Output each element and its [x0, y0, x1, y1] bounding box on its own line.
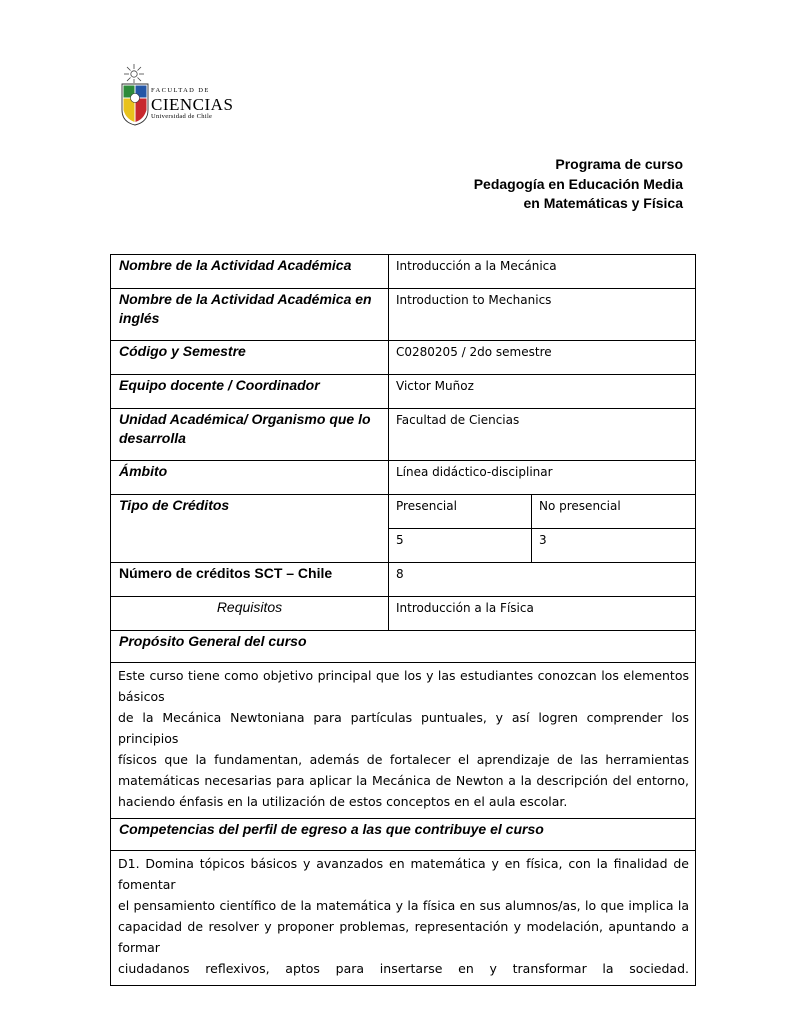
presencial-value: 5	[389, 529, 532, 563]
scope-label: Ámbito	[111, 461, 389, 495]
table-row	[111, 255, 696, 289]
no-presencial-value: 3	[532, 529, 696, 563]
name-value: Introducción a la Mecánica	[389, 255, 696, 289]
sct-label: Número de créditos SCT – Chile	[111, 563, 389, 597]
no-presencial-label: No presencial	[532, 495, 696, 529]
team-value: Victor Muñoz	[389, 375, 696, 409]
competencies-line: ciudadanos reflexivos, aptos para insertarse en y transformar la sociedad.	[118, 961, 689, 976]
name-en-label: Nombre de la Actividad Académica en inglés	[111, 289, 389, 341]
table-row	[111, 631, 696, 663]
header-program: Pedagogía en Educación Media	[473, 175, 683, 192]
logo-text	[151, 88, 233, 120]
logo-ciencias: CIENCIAS	[151, 94, 234, 114]
header-program-detail: en Matemáticas y Física	[523, 195, 683, 211]
credit-type-label: Tipo de Créditos	[111, 495, 389, 563]
unit-label: Unidad Académica/ Organismo que lo desarrolla	[111, 409, 389, 461]
purpose-line: Este curso tiene como objetivo principal que los y las estudiantes conozcan los elementos básicos	[118, 668, 689, 704]
team-label: Equipo docente / Coordinador	[111, 375, 389, 409]
purpose-text	[111, 663, 696, 819]
table-row	[111, 663, 696, 819]
purpose-line: matemáticas necesarias para aplicar la Mecánica de Newton a la descripción del entorno,	[118, 773, 689, 788]
purpose-line: haciendo énfasis en la utilización de estos conceptos en el aula escolar.	[118, 794, 568, 809]
sun-rays-icon	[124, 64, 144, 83]
header-title: Programa de curso	[555, 156, 683, 172]
logo-faculty: FACULTAD DE	[151, 87, 210, 94]
table-row	[111, 563, 696, 597]
table-row	[111, 375, 696, 409]
shield-icon	[122, 84, 148, 125]
course-info-table	[110, 254, 696, 986]
table-row	[111, 341, 696, 375]
name-en-value: Introduction to Mechanics	[389, 289, 696, 341]
competencies-label: Competencias del perfil de egreso a las que contribuye el curso	[111, 819, 696, 851]
document-header	[474, 155, 683, 214]
table-row	[111, 597, 696, 631]
scope-value: Línea didáctico-disciplinar	[389, 461, 696, 495]
table-row	[111, 851, 696, 986]
code-label: Código y Semestre	[111, 341, 389, 375]
table-row	[111, 819, 696, 851]
purpose-line: de la Mecánica Newtoniana para partículas puntuales, y así logren comprender los principios	[118, 710, 689, 746]
table-row	[111, 289, 696, 341]
sct-value: 8	[389, 563, 696, 597]
table-row	[111, 495, 696, 529]
purpose-label: Propósito General del curso	[111, 631, 696, 663]
purpose-line: físicos que la fundamentan, además de fortalecer el aprendizaje de las herramientas	[118, 752, 689, 767]
name-label: Nombre de la Actividad Académica	[111, 255, 389, 289]
table-row	[111, 409, 696, 461]
logo-university: Universidad de Chile	[151, 112, 213, 120]
code-value: C0280205 / 2do semestre	[389, 341, 696, 375]
req-label: Requisitos	[111, 597, 389, 631]
table-row	[111, 461, 696, 495]
competencies-line: D1. Domina tópicos básicos y avanzados en matemática y en física, con la finalidad de fomentar	[118, 856, 689, 892]
competencies-line: el pensamiento científico de la matemática y la física en sus alumnos/as, lo que implica la	[118, 898, 689, 913]
unit-value: Facultad de Ciencias	[389, 409, 696, 461]
req-value: Introducción a la Física	[389, 597, 696, 631]
competencies-line: capacidad de resolver y proponer problemas, representación y modelación, apuntando a formar	[118, 919, 689, 955]
competencies-text	[111, 851, 696, 986]
presencial-label: Presencial	[389, 495, 532, 529]
